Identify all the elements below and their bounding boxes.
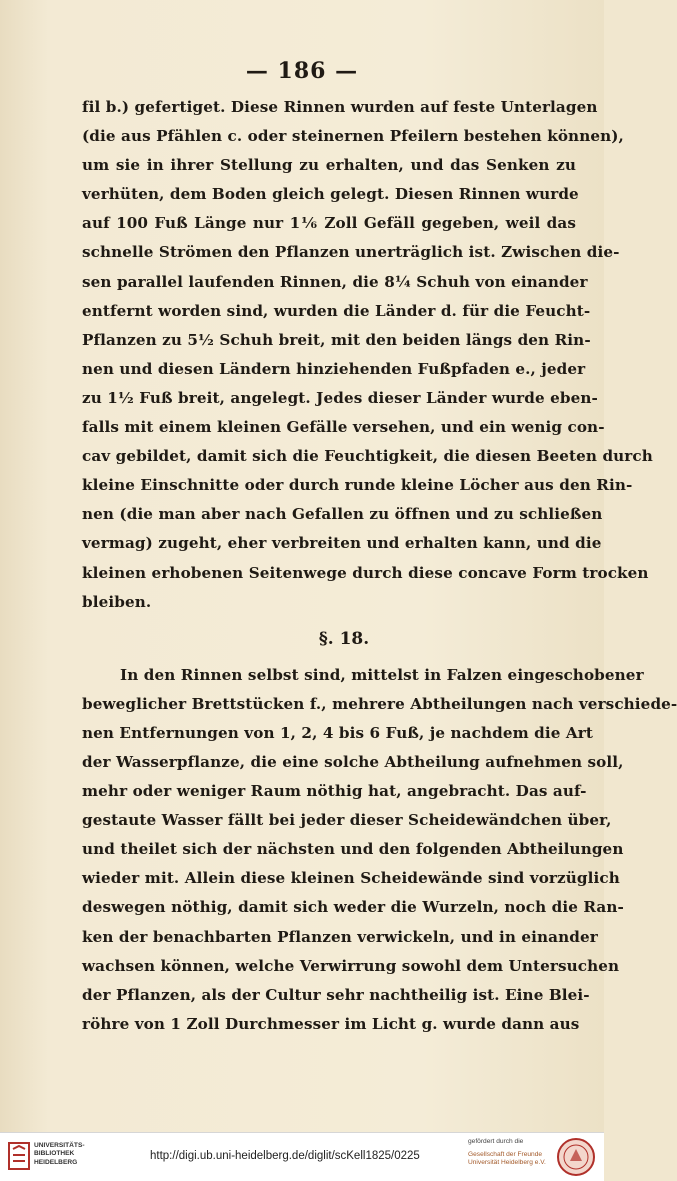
text-line: um sie in ihrer Stellung zu erhalten, und das Senken zu (82, 156, 576, 175)
text-line: nen Entfernungen von 1, 2, 4 bis 6 Fuß, je nachdem die Art (82, 723, 593, 742)
text-line: schnelle Strömen den Pflanzen unerträglich ist. Zwischen die- (82, 243, 620, 262)
text-line: kleine Einschnitte oder durch runde kleine Löcher aus den Rin- (82, 476, 633, 495)
text-line: zu 1½ Fuß breit, angelegt. Jedes dieser Länder wurde eben- (82, 388, 598, 407)
text-line: sen parallel laufenden Rinnen, die 8¼ Schuh von einander (82, 272, 588, 291)
text-line: der Wasserpflanze, die eine solche Abtheilung aufnehmen soll, (82, 752, 624, 771)
text-line: (die aus Pfählen c. oder steinernen Pfeilern bestehen können), (82, 127, 624, 146)
text-line: falls mit einem kleinen Gefälle versehen, und ein wenig con- (82, 418, 605, 437)
text-line: ken der benachbarten Pflanzen verwickeln, und in einander (82, 927, 598, 946)
text-line: röhre von 1 Zoll Durchmesser im Licht g. wurde dann aus (82, 1014, 580, 1033)
sponsor-label: gefördert durch die (468, 1138, 524, 1145)
text-line: gestaute Wasser fällt bei jeder dieser Scheidewändchen über, (82, 811, 612, 830)
library-name: UNIVERSITÄTS- BIBLIOTHEK HEIDELBERG (34, 1142, 85, 1166)
text-line: bleiben. (82, 592, 152, 611)
text-line: In den Rinnen selbst sind, mittelst in Falzen eingeschobener (120, 665, 644, 684)
university-library-logo-icon (8, 1141, 30, 1171)
text-line: wieder mit. Allein diese kleinen Scheidewände sind vorzüglich (82, 869, 620, 888)
text-line: auf 100 Fuß Länge nur 1⅙ Zoll Gefäll gegeben, weil das (82, 214, 576, 233)
text-line: nen und diesen Ländern hinziehenden Fußpfaden e., jeder (82, 359, 586, 378)
text-line: Pflanzen zu 5½ Schuh breit, mit den beiden längs den Rin- (82, 330, 591, 349)
text-line: mehr oder weniger Raum nöthig hat, angebracht. Das auf- (82, 782, 587, 801)
text-line: vermag) zugeht, eher verbreiten und erhalten kann, und die (82, 534, 602, 553)
text-line: cav gebildet, damit sich die Feuchtigkeit, die diesen Beeten durch (82, 447, 653, 466)
sponsor-name: Gesellschaft der Freunde Universität Heidelberg e.V. (468, 1151, 546, 1167)
source-url-link[interactable]: http://digi.ub.uni-heidelberg.de/diglit/scKell1825/0225 (150, 1150, 420, 1162)
text-line: fil b.) gefertiget. Diese Rinnen wurden auf feste Unterlagen (82, 98, 598, 116)
text-line: kleinen erhobenen Seitenwege durch diese concave Form trocken (82, 563, 649, 582)
text-line: der Pflanzen, als der Cultur sehr nachtheilig ist. Eine Blei- (82, 985, 590, 1004)
university-seal-icon (556, 1137, 596, 1177)
viewer-footer (0, 1132, 604, 1181)
text-line: deswegen nöthig, damit sich weder die Wurzeln, noch die Ran- (82, 898, 624, 917)
text-line: und theilet sich der nächsten und den folgenden Abtheilungen (82, 840, 624, 859)
text-line: verhüten, dem Boden gleich gelegt. Diesen Rinnen wurde (82, 185, 579, 204)
text-line: beweglicher Brettstücken f., mehrere Abtheilungen nach verschiede- (82, 694, 677, 713)
text-line: nen (die man aber nach Gefallen zu öffnen und zu schließen (82, 505, 603, 524)
text-line: entfernt worden sind, wurden die Länder d. für die Feucht- (82, 301, 591, 320)
page-body (82, 93, 677, 1039)
section-heading: §. 18. (318, 628, 370, 649)
page-number: — 186 — (245, 58, 359, 84)
text-line: wachsen können, welche Verwirrung sowohl dem Untersuchen (82, 956, 620, 975)
